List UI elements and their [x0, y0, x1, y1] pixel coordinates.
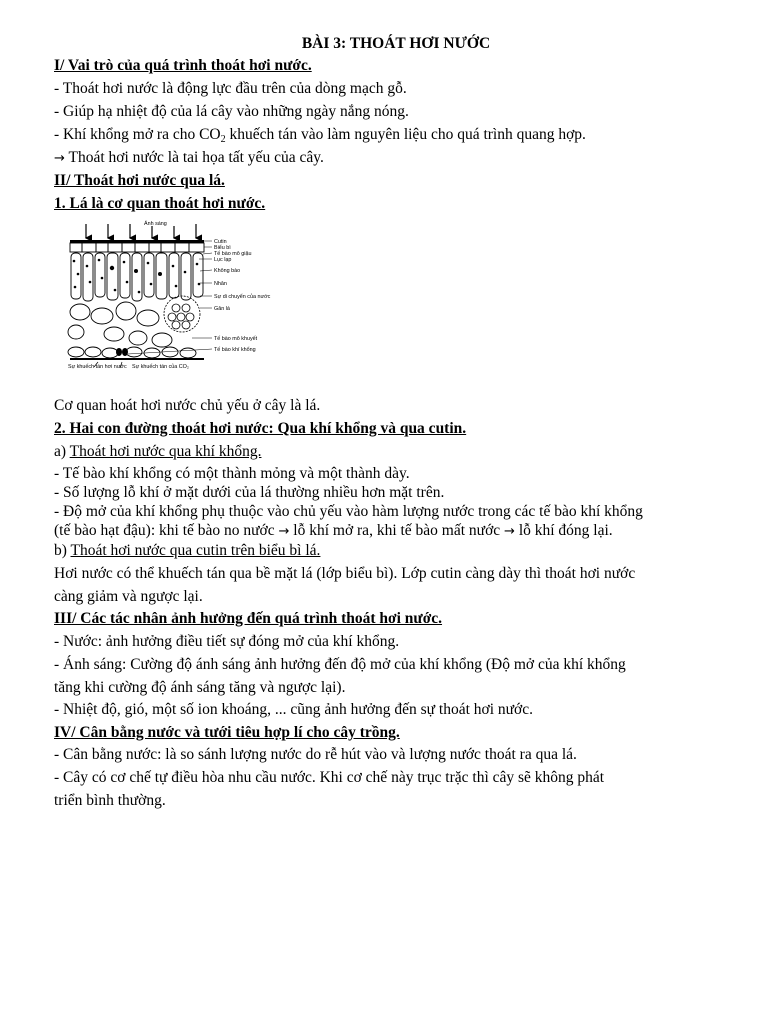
subsection-a-heading	[54, 442, 261, 462]
leaf-organ-statement: Cơ quan hoát hơi nước chủ yếu ở cây là lá.	[54, 397, 321, 414]
cutin-line-2: càng giảm và ngược lại.	[54, 588, 203, 605]
conclusion-text: Thoát hơi nước là tai họa tất yếu của cây.	[64, 149, 324, 166]
palisade-cells	[71, 253, 203, 301]
stomata-text-b: lỗ khí mở ra, khi tế bào mất nước	[289, 522, 505, 539]
label-co2-diffusion: Sự khuếch tán của CO₂	[132, 364, 189, 370]
section-1-conclusion	[54, 148, 324, 169]
upper-epidermis	[70, 243, 204, 252]
vein	[164, 296, 200, 332]
section-4-heading: IV/ Cân bằng nước và tưới tiêu hợp lí cho cây trồng.	[54, 724, 400, 741]
section-1-line-3	[54, 125, 586, 145]
label-vapor-diffusion: Sự khuếch tán hơi nước	[68, 364, 127, 370]
label-water-movement: Sự di chuyển của nước	[214, 294, 271, 300]
guard-cells	[116, 348, 128, 356]
right-arrow-icon: →	[54, 151, 65, 166]
co2-subscript: 2	[220, 134, 226, 145]
page-title: BÀI 3: THOÁT HƠI NƯỚC	[301, 35, 491, 52]
stomata-text-a: (tế bào hạt đậu): khi tế bào no nước	[54, 522, 279, 539]
factor-light-2: tăng khi cường độ ánh sáng tăng và ngược lại).	[54, 679, 346, 696]
stomata-line-4	[54, 521, 613, 542]
subsection-a-title: Thoát hơi nước qua khí khổng.	[69, 443, 262, 460]
section-1-line-2: - Giúp hạ nhiệt độ của lá cây vào những ngày nắng nóng.	[54, 103, 409, 120]
spongy-cells	[68, 302, 172, 347]
stomata-line-2: - Số lượng lỗ khí ở mặt dưới của lá thường nhiều hơn mặt trên.	[54, 484, 445, 501]
subsection-a-prefix: a)	[54, 443, 70, 460]
co2-text: - Khí khổng mở ra cho CO	[54, 126, 221, 143]
subsection-b-heading	[54, 541, 320, 561]
section-2-subheading-1: 1. Lá là cơ quan thoát hơi nước.	[54, 195, 266, 212]
label-epidermis: Biểu bì	[214, 245, 231, 251]
leaf-cross-section-diagram	[66, 216, 312, 378]
subsection-b-prefix: b)	[54, 542, 71, 559]
label-pointers	[128, 241, 212, 354]
section-3-heading: III/ Các tác nhân ảnh hưởng đến quá trình thoát hơi nước.	[54, 610, 443, 627]
factor-others: - Nhiệt độ, gió, một số ion khoáng, ... cũng ảnh hưởng đến sự thoát hơi nước.	[54, 701, 534, 718]
light-label: Ánh sáng	[144, 221, 167, 227]
factor-light-1: - Ánh sáng: Cường độ ánh sáng ảnh hưởng đến độ mở của khí khổng (Độ mở của khí khổng	[54, 656, 626, 673]
water-balance-line-2: - Cây có cơ chế tự điều hòa nhu cầu nước. Khi cơ chế này trục trặc thì cây sẽ không phát	[54, 769, 605, 786]
co2-text-rest: khuếch tán vào làm nguyên liệu cho quá trình quang hợp.	[225, 126, 586, 143]
stomata-line-3: - Độ mở của khí khổng phụ thuộc vào chủ yếu vào hàm lượng nước trong các tế bào khí khổng	[54, 503, 643, 520]
stomata-line-1: - Tế bào khí khổng có một thành mỏng và một thành dày.	[54, 465, 410, 482]
section-2-subheading-2: 2. Hai con đường thoát hơi nước: Qua khí khổng và qua cutin.	[54, 420, 467, 437]
section-1-heading: I/ Vai trò của quá trình thoát hơi nước.	[54, 57, 312, 74]
label-nucleus: Nhân	[214, 281, 227, 287]
light-arrows	[86, 224, 196, 238]
label-vacuole: Không bào	[214, 268, 241, 274]
water-balance-line-3: triển bình thường.	[54, 792, 166, 809]
right-arrow-icon: →	[278, 524, 290, 539]
subsection-b-title: Thoát hơi nước qua cutin trên biểu bì lá.	[70, 542, 321, 559]
label-cutin: Cutin	[214, 239, 227, 245]
section-2-heading: II/ Thoát hơi nước qua lá.	[54, 172, 225, 189]
water-balance-line-1: - Cân bằng nước: là so sánh lượng nước do rễ hút vào và lượng nước thoát ra qua lá.	[54, 746, 577, 763]
label-palisade: Tế bào mô giậu	[214, 251, 252, 257]
right-arrow-icon: →	[504, 524, 515, 539]
label-spongy: Tế bào mô khuyết	[214, 336, 258, 342]
cutin-line-1: Hơi nước có thể khuếch tán qua bề mặt lá (lớp biểu bì). Lớp cutin càng dày thì thoát hơi nước	[54, 565, 636, 582]
lower-cuticle	[70, 358, 204, 360]
lower-epidermis	[68, 347, 196, 358]
label-chloroplast: Lục lạp	[214, 257, 232, 263]
stomata-text-c: lỗ khí đóng lại.	[514, 522, 613, 539]
label-guard-cell: Tế bào khí khổng	[214, 347, 256, 353]
section-1-line-1: - Thoát hơi nước là động lực đầu trên của dòng mạch gỗ.	[54, 80, 407, 97]
factor-water: - Nước: ảnh hưởng điều tiết sự đóng mở của khí khổng.	[54, 633, 400, 650]
label-vein: Gân lá	[214, 306, 230, 312]
